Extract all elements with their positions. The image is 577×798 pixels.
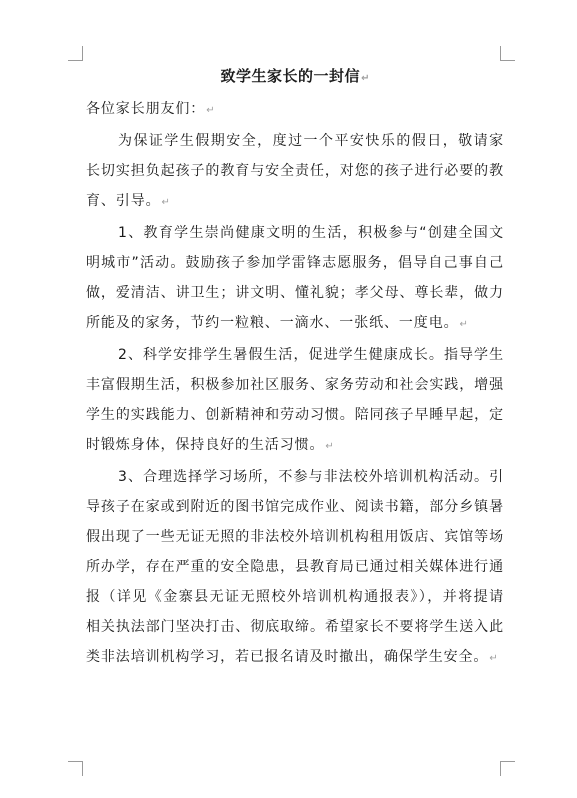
title-text: 致学生家长的一封信 [220, 67, 361, 85]
crop-mark-bottom-left [68, 761, 83, 776]
paragraph-intro [86, 126, 504, 218]
paragraph-mark-icon: ↵ [161, 197, 170, 208]
paragraph-text: 3、合理选择学习场所，不参与非法校外培训机构活动。引导孩子在家或到附近的图书馆完成作业、阅读书籍，部分乡镇暑假出现了一些无证无照的非法校外培训机构租用饭店、宾馆等场所办学，存在严重的安全隐患，县教育局已通过相关媒体进行通报（详见《金寨县无证无照校外培训机构通报表》），并将提请相关执法部门坚决打击、彻底取缔。希望家长不要将学生送入此类非法培训机构学习，若已报名请及时撤出，确保学生安全。 [86, 469, 504, 665]
paragraph-mark-icon: ↵ [206, 105, 215, 116]
crop-mark-top-left [68, 46, 83, 61]
paragraph-text: 1、教育学生崇尚健康文明的生活，积极参与“创建全国文明城市”活动。鼓励孩子参加学雷锋志愿服务，倡导自己事自己做，爱清洁、讲卫生；讲文明、懂礼貌；孝父母、尊长辈，做力所能及的家务，节约一粒粮、一滴水、一张纸、一度电。 [86, 225, 504, 331]
document-body[interactable] [86, 64, 504, 674]
paragraph-item-3 [86, 462, 504, 674]
paragraph-item-2 [86, 340, 504, 462]
greeting-text: 各位家长朋友们： [86, 101, 206, 117]
paragraph-mark-icon: ↵ [459, 319, 468, 330]
document-title [86, 64, 504, 90]
crop-mark-top-right [500, 46, 515, 61]
paragraph-mark-icon: ↵ [361, 73, 370, 84]
paragraph-text: 为保证学生假期安全，度过一个平安快乐的假日，敬请家长切实担负起孩子的教育与安全责任，对您的孩子进行必要的教育、引导。 [86, 133, 504, 209]
paragraph-mark-icon: ↵ [489, 653, 498, 664]
paragraph-mark-icon: ↵ [325, 441, 334, 452]
paragraph-item-1 [86, 218, 504, 340]
greeting [86, 94, 504, 126]
paragraph-text: 2、科学安排学生暑假生活，促进学生健康成长。指导学生丰富假期生活，积极参加社区服务、家务劳动和社会实践，增强学生的实践能力、创新精神和劳动习惯。陪同孩子早睡早起，定时锻炼身体，保持良好的生活习惯。 [86, 347, 504, 453]
crop-mark-bottom-right [500, 761, 515, 776]
